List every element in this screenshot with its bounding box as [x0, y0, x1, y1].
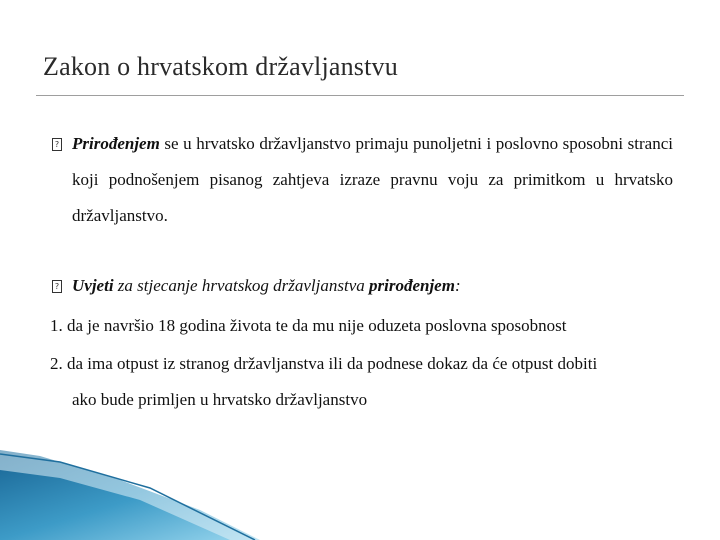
- term-prirodjenjem-emph: prirođenjem: [369, 276, 455, 295]
- bullet-icon: ?: [52, 280, 62, 293]
- conditions-colon: :: [454, 276, 461, 295]
- paragraph-conditions: [72, 268, 673, 304]
- list-item-1: 1. da je navršio 18 godina života te da mu nije oduzeta poslovna sposobnost: [50, 316, 567, 335]
- corner-decoration: [0, 450, 260, 540]
- term-uvjeti: Uvjeti: [72, 276, 114, 295]
- bullet-icon: ?: [52, 138, 62, 151]
- term-prirodjenjem: Prirođenjem: [72, 134, 160, 153]
- list-item-2-line-2: ako bude primljen u hrvatsko državljanstvo: [72, 390, 368, 409]
- paragraph-naturalization: [72, 126, 673, 234]
- paragraph-body: se u hrvatsko državljanstvo primaju punoljetni i poslovno sposobni stranci koji podnošenjem pisanog zahtjeva izraze pravnu voju za primitkom u hrvatsko državljanstvo.: [72, 134, 673, 225]
- list-item-2-line-1: 2. da ima otpust iz stranog državljanstva ili da podnese dokaz da će otpust dobiti: [50, 354, 598, 373]
- slide-title: Zakon o hrvatskom državljanstvu: [43, 52, 398, 81]
- list-item-2: [50, 346, 670, 418]
- conditions-text: za stjecanje hrvatskog državljanstva: [113, 276, 369, 295]
- title-divider: [36, 95, 684, 96]
